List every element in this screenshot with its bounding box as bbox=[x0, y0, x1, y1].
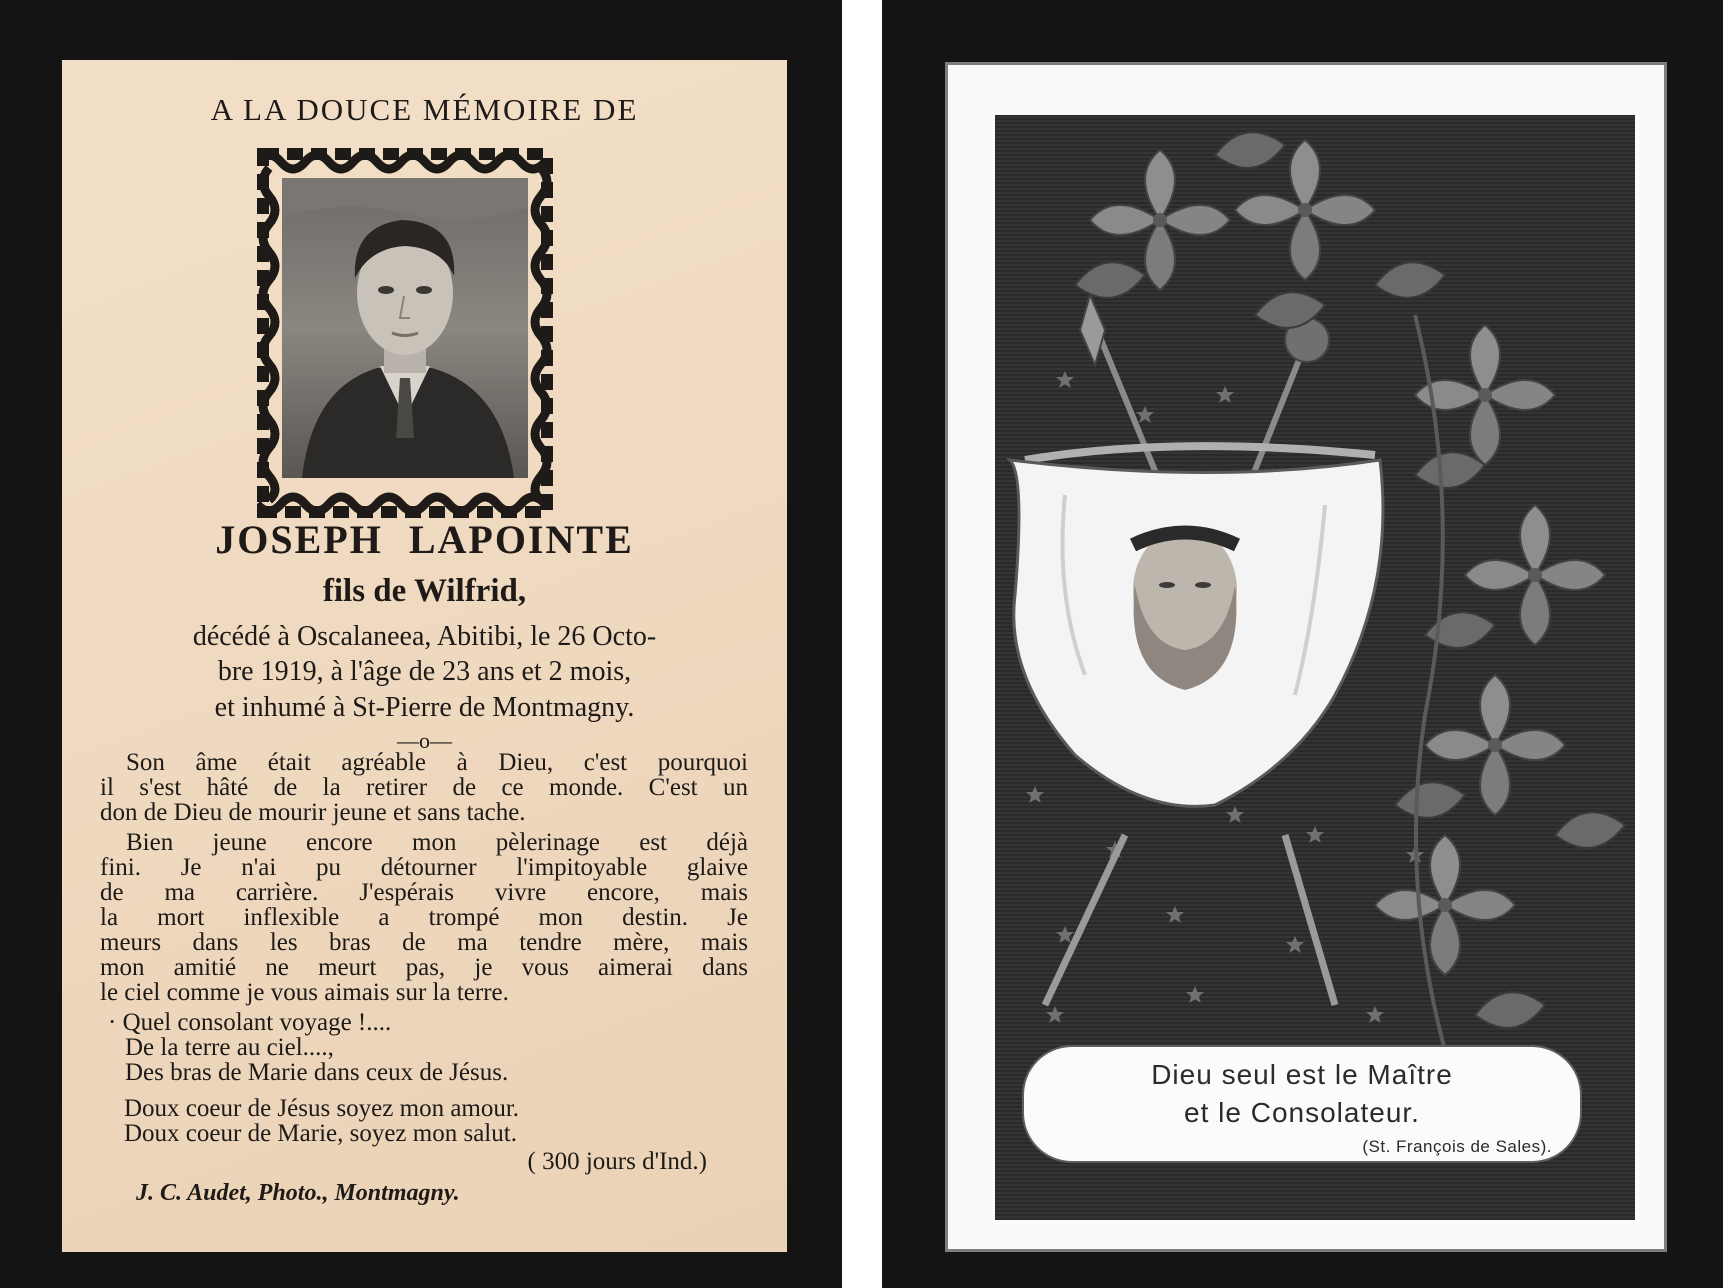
text-line: meurs dans les bras de ma tendre mère, mais bbox=[100, 929, 748, 956]
text-line: Son âme était agréable à Dieu, c'est pourquoi bbox=[126, 749, 748, 776]
verse-line: Des bras de Marie dans ceux de Jésus. bbox=[125, 1059, 509, 1086]
poem-verse bbox=[108, 1010, 508, 1085]
eulogy-paragraph bbox=[100, 750, 748, 825]
farewell-paragraph bbox=[100, 830, 748, 1005]
verse-line: · Quel consolant voyage !.... bbox=[108, 1009, 392, 1036]
quote-cartouche bbox=[1022, 1045, 1582, 1163]
quote-line: et le Consolateur. bbox=[1184, 1097, 1420, 1128]
memorial-heading: A LA DOUCE MÉMOIRE DE bbox=[210, 92, 639, 127]
text-line: le ciel comme je vous aimais sur la terre. bbox=[100, 979, 509, 1006]
text-line: de ma carrière. J'espérais vivre encore, mais bbox=[100, 879, 748, 906]
parent-line: fils de Wilfrid, bbox=[322, 573, 527, 609]
photographer-credit: J. C. Audet, Photo., Montmagny. bbox=[136, 1180, 460, 1206]
deceased-name: JOSEPH LAPOINTE bbox=[215, 517, 634, 562]
prayer-line: Doux coeur de Jésus soyez mon amour. bbox=[124, 1095, 520, 1122]
memorial-card-front bbox=[62, 60, 787, 1252]
quote-attribution: (St. François de Sales). bbox=[1362, 1137, 1552, 1156]
prayer-lines bbox=[124, 1096, 519, 1146]
quote-line: Dieu seul est le Maître bbox=[1151, 1059, 1453, 1090]
text-line: la mort inflexible a trompé mon destin. Je bbox=[100, 904, 748, 931]
prayer-line: Doux coeur de Marie, soyez mon salut. bbox=[124, 1120, 517, 1147]
text-line: fini. Je n'ai pu détourner l'impitoyable glaive bbox=[100, 854, 748, 881]
indulgence-note: ( 300 jours d'Ind.) bbox=[527, 1148, 707, 1175]
death-details-line: décédé à Oscalaneea, Abitibi, le 26 Octo- bbox=[192, 621, 657, 652]
death-details-line: bre 1919, à l'âge de 23 ans et 2 mois, bbox=[217, 656, 632, 687]
separator-ornament: —o— bbox=[397, 728, 452, 753]
burial-line: et inhumé à St-Pierre de Montmagny. bbox=[214, 692, 635, 723]
verse-line: De la terre au ciel...., bbox=[125, 1034, 334, 1061]
text-line: Bien jeune encore mon pèlerinage est déjà bbox=[126, 829, 748, 856]
portrait-photo bbox=[282, 178, 528, 478]
text-line: mon amitié ne meurt pas, je vous aimerai dans bbox=[100, 954, 748, 981]
text-line: il s'est hâté de la retirer de ce monde. C'est un bbox=[100, 774, 748, 801]
text-line: don de Dieu de mourir jeune et sans tache. bbox=[100, 799, 526, 826]
